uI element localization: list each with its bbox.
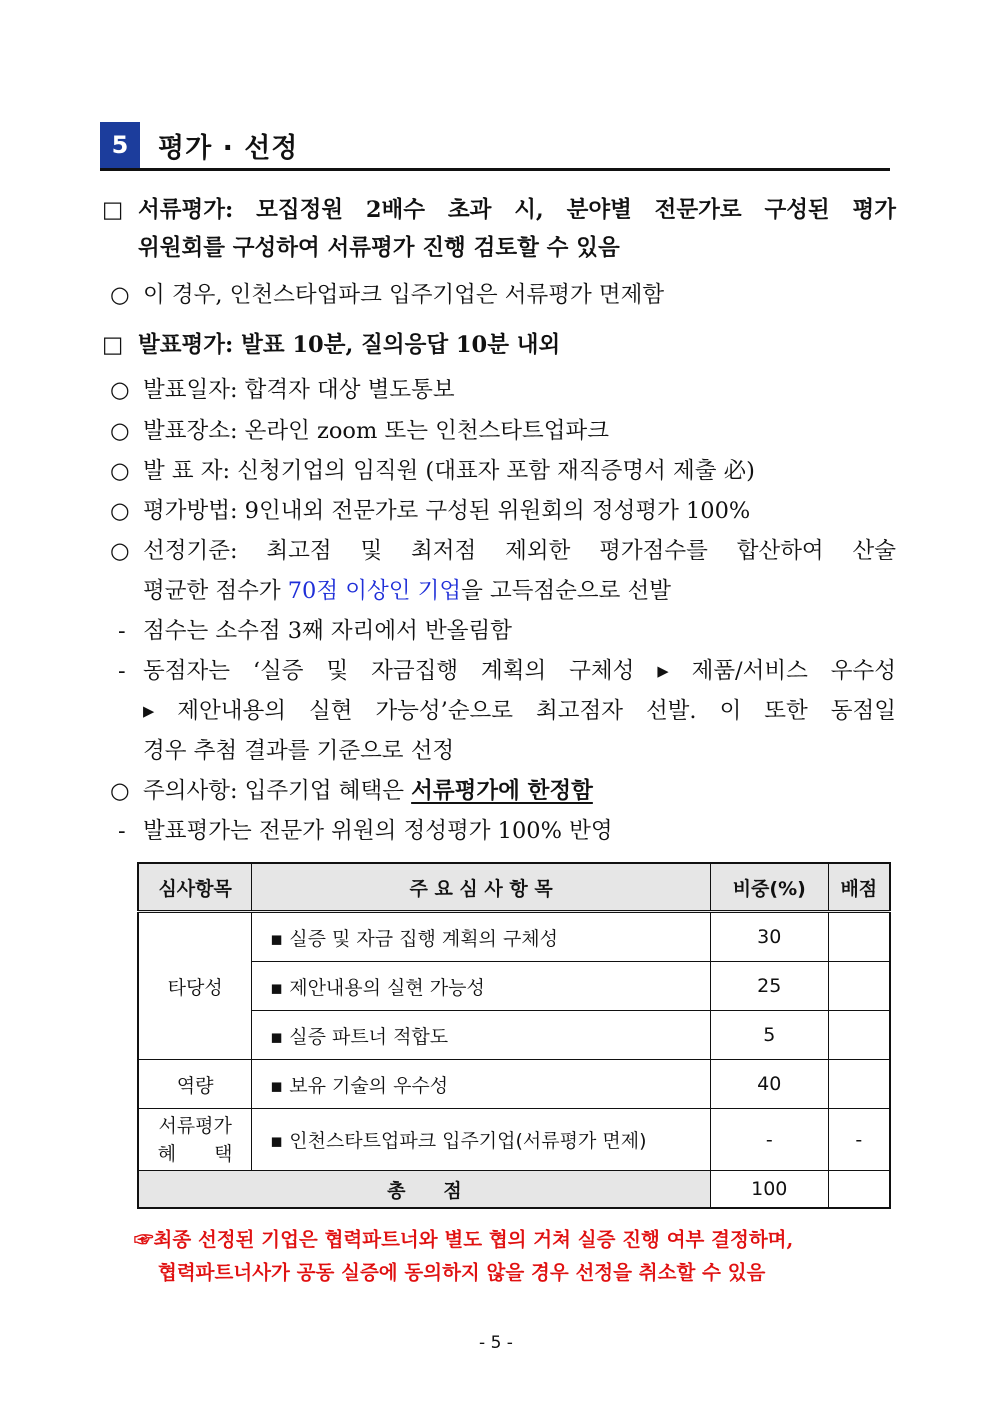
item-cell: ▪ 실증 파트너 적합도: [252, 1011, 711, 1060]
weight-cell: -: [710, 1109, 828, 1171]
dash-3-marker: -: [118, 818, 126, 844]
sub-5-highlight: 70점 이상인 기업: [287, 578, 462, 604]
weight-cell: 40: [710, 1060, 828, 1109]
sub-6-text: [143, 776, 593, 806]
sub-5-line-2: [143, 576, 671, 606]
category-cell: 타당성: [138, 912, 252, 1060]
item-cell: ▪ 보유 기술의 우수성: [252, 1060, 711, 1109]
category-line: 서류평가: [158, 1114, 232, 1137]
table-row: [138, 1109, 890, 1171]
weight-cell: 30: [710, 912, 828, 962]
page-number: - 5 -: [479, 1333, 513, 1353]
bullet-1-marker: □: [102, 197, 124, 223]
sub-6-text-a: 주의사항: 입주기업 혜택은: [143, 778, 412, 804]
bullet-1-label: 서류평가:: [138, 197, 234, 223]
bullet-1-line-2: 위원회를 구성하여 서류평가 진행 검토할 수 있음: [138, 235, 620, 261]
bullet-1-sub-marker: ○: [110, 282, 130, 308]
sub-6-underlined: 서류평가에 한정함: [411, 778, 593, 804]
weight-cell: 5: [710, 1011, 828, 1060]
score-cell: [828, 962, 890, 1011]
bullet-2-text: 발표 10분, 질의응답 10분 내외: [241, 332, 561, 358]
sub-3-marker: ○: [110, 458, 130, 484]
table-header: 심사항목: [138, 863, 252, 912]
score-cell: [828, 912, 890, 962]
table-header-row: [138, 863, 890, 912]
section-header: [100, 120, 890, 170]
bullet-1-text: 모집정원 2배수 초과 시, 분야별 전문가로 구성된 평가: [256, 197, 896, 223]
sub-5-line-1: 선정기준: 최고점 및 최저점 제외한 평가점수를 합산하여 산술: [143, 538, 896, 564]
sub-1-marker: ○: [110, 377, 130, 403]
sub-5-line-2-a: 평균한 점수가: [143, 578, 288, 604]
sub-4-marker: ○: [110, 498, 130, 524]
score-cell: -: [828, 1109, 890, 1171]
sub-5-marker: ○: [110, 538, 130, 564]
dash-1-marker: -: [118, 618, 126, 644]
category-cell: [138, 1109, 252, 1171]
dash-2-line-3: 경우 추첨 결과를 기준으로 선정: [143, 738, 455, 764]
bullet-1-sub-text: 이 경우, 인천스타업파크 입주기업은 서류평가 면제함: [143, 282, 665, 308]
bullet-1-line-1: [138, 195, 896, 225]
bullet-2-marker: □: [102, 332, 124, 358]
dash-3-text: 발표평가는 전문가 위원의 정성평가 100% 반영: [143, 818, 613, 844]
section-title: 평가 · 선정: [158, 133, 299, 164]
sub-2-marker: ○: [110, 418, 130, 444]
section-number: 5: [100, 122, 140, 168]
item-cell: ▪ 제안내용의 실현 가능성: [252, 962, 711, 1011]
category-cell: 역량: [138, 1060, 252, 1109]
dash-2-line-2: ▸ 제안내용의 실현 가능성’순으로 최고점자 선발. 이 또한 동점일: [143, 698, 896, 724]
table-header: 주 요 심 사 항 목: [252, 863, 711, 912]
item-cell: ▪ 실증 및 자금 집행 계획의 구체성: [252, 912, 711, 962]
sub-4-text: 평가방법: 9인내외 전문가로 구성된 위원회의 정성평가 100%: [143, 498, 751, 524]
weight-cell: 25: [710, 962, 828, 1011]
table-header: 비중(%): [710, 863, 828, 912]
evaluation-table: [137, 862, 891, 1209]
table-header: 배점: [828, 863, 890, 912]
total-weight: 100: [710, 1171, 828, 1209]
table-row: [138, 912, 890, 962]
category-line: 혜 택: [157, 1142, 233, 1165]
sub-2-text: 발표장소: 온라인 zoom 또는 인천스타트업파크: [143, 418, 609, 444]
sub-6-marker: ○: [110, 778, 130, 804]
note-line-1: ☞최종 선정된 기업은 협력파트너와 별도 협의 거쳐 실증 진행 여부 결정하며,: [134, 1228, 794, 1251]
score-cell: [828, 1011, 890, 1060]
score-cell: [828, 1060, 890, 1109]
sub-3-text: 발 표 자: 신청기업의 임직원 (대표자 포함 재직증명서 제출 必): [143, 458, 755, 484]
table-row: [138, 1060, 890, 1109]
bullet-2-line: [138, 330, 560, 360]
bullet-2-label: 발표평가:: [138, 332, 234, 358]
item-cell: ▪ 인천스타트업파크 입주기업(서류평가 면제): [252, 1109, 711, 1171]
sub-1-text: 발표일자: 합격자 대상 별도통보: [143, 377, 455, 403]
dash-2-line-1: 동점자는 ‘실증 및 자금집행 계획의 구체성 ▸ 제품/서비스 우수성: [143, 658, 896, 684]
dash-2-marker: -: [118, 658, 126, 684]
dash-1-text: 점수는 소수점 3째 자리에서 반올림함: [143, 618, 512, 644]
total-label: 총 점: [138, 1171, 710, 1209]
total-score: [828, 1171, 890, 1209]
sub-5-line-2-b: 을 고득점순으로 선발: [461, 578, 671, 604]
note-line-2: 협력파트너사가 공동 실증에 동의하지 않을 경우 선정을 취소할 수 있음: [158, 1261, 766, 1284]
section-underline: [100, 168, 890, 171]
table-total-row: [138, 1171, 890, 1209]
